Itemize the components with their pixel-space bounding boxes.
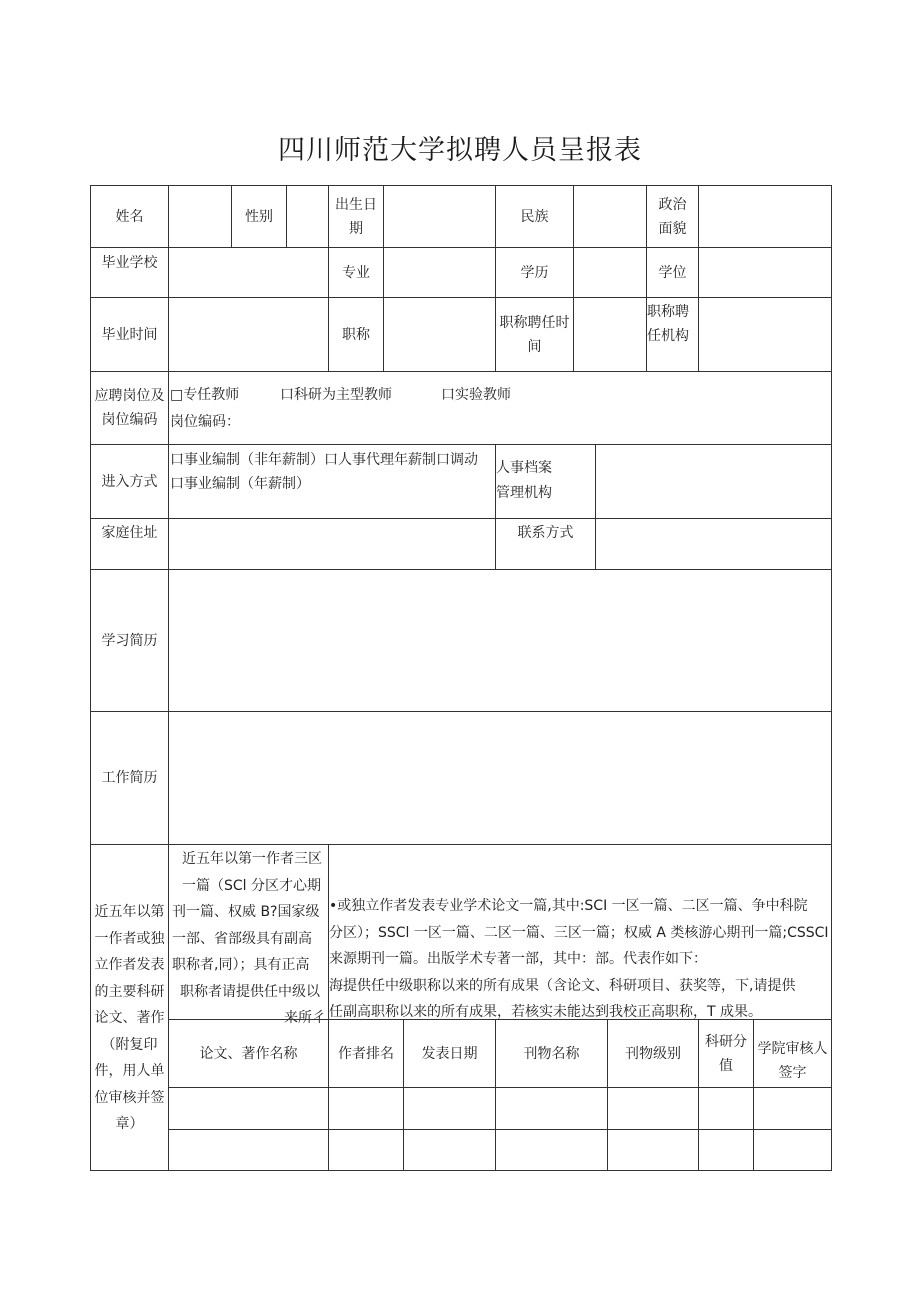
gender-label-cell: 性别: [231, 185, 287, 248]
header-reviewer-signature: 学院审核人 签字: [753, 1019, 832, 1088]
school-label-cell: 毕业学校: [90, 247, 169, 298]
address-label-cell: 家庭住址: [90, 518, 169, 570]
header-journal-name: 刊物名称: [495, 1019, 608, 1088]
position-label-cell: 应聘岗位及 岗位编码: [90, 371, 169, 445]
research-requirements-left-text: 近五年以第一作者三区 一篇（SCl 分区才心期 刊一篇、权威 B?国家级 一部、省部级具有副高 职称者,同）；具有正高 职称者请提供任中级以 来所彳: [172, 851, 326, 1026]
table-row-2-score[interactable]: [698, 1129, 754, 1171]
header-author-rank: 作者排名: [328, 1019, 404, 1088]
table-row-2-rank[interactable]: [328, 1129, 404, 1171]
page-title: 四川师范大学拟聘人员呈报表: [278, 135, 642, 166]
name-label-cell: 姓名: [90, 185, 169, 248]
school-field[interactable]: [168, 247, 329, 298]
contact-label-cell: 联系方式: [495, 518, 596, 570]
appoint-time-label-cell: 职称聘任时 间: [495, 297, 574, 372]
political-label-cell: 政治 面貌: [646, 185, 699, 248]
header-publish-date: 发表日期: [403, 1019, 496, 1088]
table-row-2-paper[interactable]: [168, 1129, 329, 1171]
table-row-1-score[interactable]: [698, 1087, 754, 1130]
ethnicity-label-cell: 民族: [495, 185, 574, 248]
birth-label-cell: 出生日 期: [328, 185, 384, 248]
table-row-2-review[interactable]: [753, 1129, 832, 1171]
entry-options-line-2[interactable]: 口事业编制（年薪制）: [170, 476, 310, 492]
address-field[interactable]: [168, 518, 496, 570]
major-field[interactable]: [383, 247, 496, 298]
entry-options-line-1[interactable]: 口事业编制（非年薪制）口人事代理年薪制口调动: [170, 452, 478, 468]
table-row-2-date[interactable]: [403, 1129, 496, 1171]
table-row-1-review[interactable]: [753, 1087, 832, 1130]
header-paper-name: 论文、著作名称: [168, 1019, 329, 1088]
option-lab-teacher[interactable]: 口实验教师: [441, 387, 511, 403]
table-row-1-level[interactable]: [607, 1087, 699, 1130]
option-full-time-teacher[interactable]: □专任教师: [170, 387, 240, 403]
birth-field[interactable]: [383, 185, 496, 248]
gender-field[interactable]: [286, 185, 329, 248]
table-row-1-paper[interactable]: [168, 1087, 329, 1130]
ethnicity-field[interactable]: [573, 185, 647, 248]
education-label-cell: 学历: [495, 247, 574, 298]
table-row-1-journal[interactable]: [495, 1087, 608, 1130]
title-label-cell: 职称: [328, 297, 384, 372]
appoint-org-label-cell: 职称聘 任机构: [646, 297, 699, 372]
grad-time-field[interactable]: [168, 297, 329, 372]
appoint-org-field[interactable]: [698, 297, 832, 372]
name-field[interactable]: [168, 185, 232, 248]
archive-label-line-1: 人事档案: [496, 460, 552, 476]
political-field[interactable]: [698, 185, 832, 248]
header-research-score: 科研分 值: [698, 1019, 754, 1088]
grad-time-label-cell: 毕业时间: [90, 297, 169, 372]
study-history-label-cell: 学习简历: [90, 569, 169, 712]
degree-field[interactable]: [698, 247, 832, 298]
education-field[interactable]: [573, 247, 647, 298]
entry-method-label-cell: 进入方式: [90, 444, 169, 519]
archive-field[interactable]: [595, 444, 832, 519]
research-requirements-right-text: •或独立作者发表专业学术论文一篇,其中:SCI 一区一篇、二区一篇、争中科院 分区）；SSCl 一区一篇、二区一篇、三区一篇；权威 A 类核游心期刊一篇;CSSCI 来源期刊一篇。出版学术专著一部，其中：部。代表作如下： 海提供任中级职称以来的所有成果（含论文、科研项目、获奖等，下,请提供 任副高职称以来的所有成果，若核实未能达到我校正高职称，T 成果。: [329, 898, 829, 1020]
degree-label-cell: 学位: [646, 247, 699, 298]
major-label-cell: 专业: [328, 247, 384, 298]
archive-label-line-2: 管理机构: [496, 485, 552, 501]
position-code-label: 岗位编码：: [170, 414, 240, 430]
appoint-time-field[interactable]: [573, 297, 647, 372]
table-row-2-level[interactable]: [607, 1129, 699, 1171]
option-research-teacher[interactable]: 口科研为主型教师: [280, 387, 392, 403]
work-history-label-cell: 工作简历: [90, 711, 169, 845]
table-row-1-rank[interactable]: [328, 1087, 404, 1130]
work-history-field[interactable]: [168, 711, 832, 845]
header-journal-level: 刊物级别: [607, 1019, 699, 1088]
table-row-2-journal[interactable]: [495, 1129, 608, 1171]
contact-field[interactable]: [595, 518, 832, 570]
title-field[interactable]: [383, 297, 496, 372]
table-row-1-date[interactable]: [403, 1087, 496, 1130]
research-side-label: 近五年以第 一作者或独 立作者发表 的主要科研 论文、著作 （附复印 件，用人单 位审核并签 章）: [94, 904, 165, 1132]
study-history-field[interactable]: [168, 569, 832, 712]
